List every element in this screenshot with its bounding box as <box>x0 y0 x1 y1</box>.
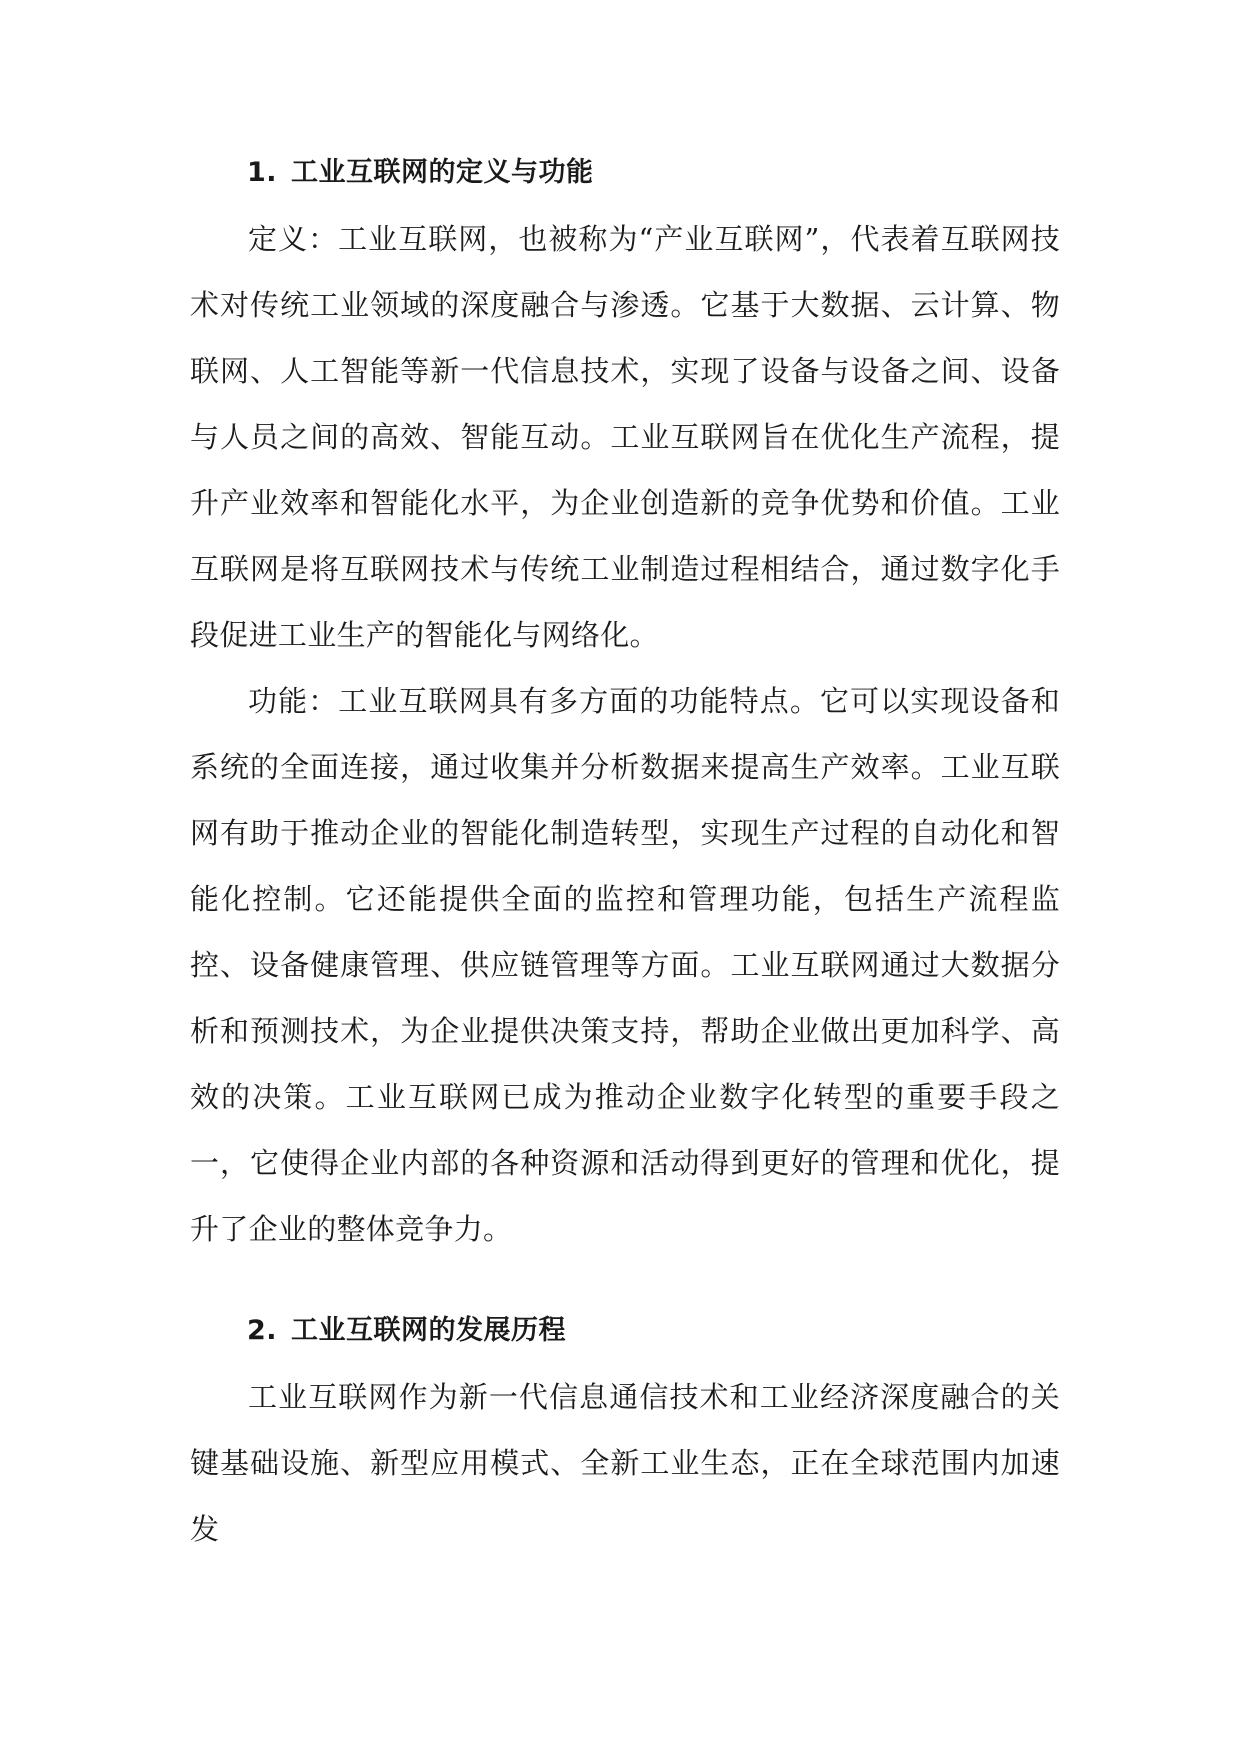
section-title: 工业互联网的发展历程 <box>291 1315 566 1346</box>
paragraph-history: 工业互联网作为新一代信息通信技术和工业经济深度融合的关键基础设施、新型应用模式、全新工业生态，正在全球范围内加速发 <box>190 1380 1060 1546</box>
section-heading-2 <box>190 1298 1060 1364</box>
section-heading-1 <box>190 140 1060 206</box>
document-body <box>190 140 1060 1562</box>
section-title: 工业互联网的定义与功能 <box>291 157 594 188</box>
paragraph-function: 功能：工业互联网具有多方面的功能特点。它可以实现设备和系统的全面连接，通过收集并分析数据来提高生产效率。工业互联网有助于推动企业的智能化制造转型，实现生产过程的自动化和智能化控制。它还能提供全面的监控和管理功能，包括生产流程监控、设备健康管理、供应链管理等方面。工业互联网通过大数据分析和预测技术，为企业提供决策支持，帮助企业做出更加科学、高效的决策。工业互联网已成为推动企业数字化转型的重要手段之一，它使得企业内部的各种资源和活动得到更好的管理和优化，提升了企业的整体竞争力。 <box>190 684 1060 1246</box>
section-number: 2. <box>247 1315 278 1346</box>
section-number: 1. <box>247 157 278 188</box>
paragraph-definition: 定义：工业互联网，也被称为“产业互联网”，代表着互联网技术对传统工业领域的深度融合与渗透。它基于大数据、云计算、物联网、人工智能等新一代信息技术，实现了设备与设备之间、设备与人员之间的高效、智能互动。工业互联网旨在优化生产流程，提升产业效率和智能化水平，为企业创造新的竞争优势和价值。工业互联网是将互联网技术与传统工业制造过程相结合，通过数字化手段促进工业生产的智能化与网络化。 <box>190 222 1060 652</box>
